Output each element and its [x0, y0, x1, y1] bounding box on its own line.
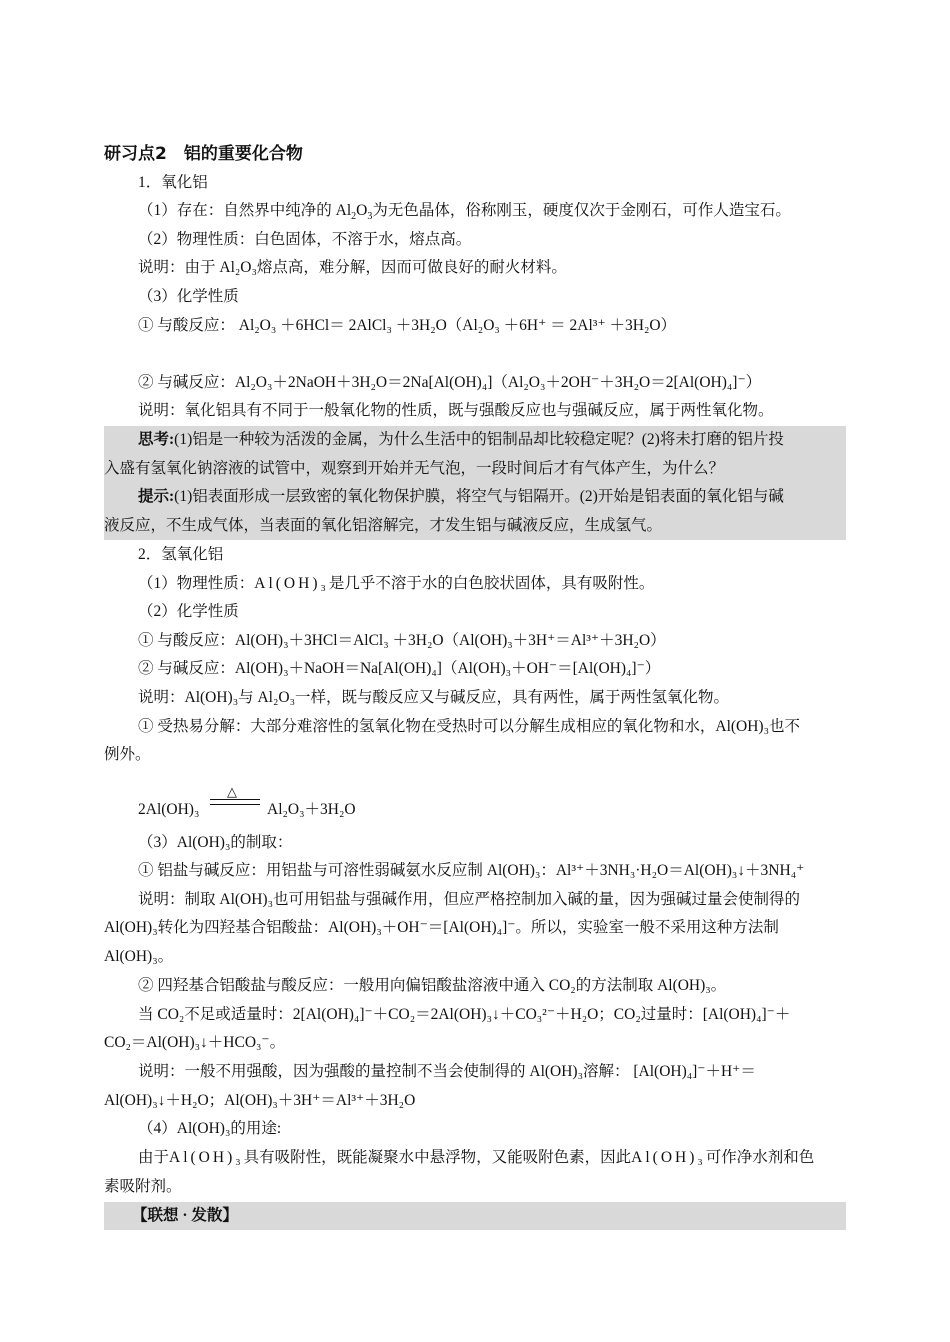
paragraph-note: Al(OH)₃。	[104, 948, 174, 965]
paragraph-physical: （2）物理性质：白色固体，不溶于水，熔点高。	[138, 231, 472, 248]
paragraph-preparation-2: ② 四羟基合铝酸盐与酸反应：一般用向偏铝酸盐溶液中通入 CO₂的方法制取 Al(OH)₃。	[138, 977, 727, 994]
paragraph-note: Al(OH)₃↓＋H₂O；Al(OH)₃＋3H⁺＝Al³⁺＋3H₂O	[104, 1092, 416, 1109]
hint-line: 液反应，不生成气体，当表面的氧化铝溶解完，才发生铝与碱液反应，生成氢气。	[104, 517, 663, 534]
section-heading: 研习点2 铝的重要化合物	[104, 144, 303, 164]
equation-decomposition-right: Al₂O₃＋3H₂O	[267, 801, 356, 818]
paragraph-note: 说明：一般不用强酸，因为强酸的量控制不当会使制得的 Al(OH)₃溶解： [Al(OH)₄]⁻＋H⁺＝	[138, 1063, 756, 1080]
equation-acid: ① 与酸反应：Al(OH)₃＋3HCl＝AlCl₃ ＋3H₂O（Al(OH)₃＋3H⁺＝Al³⁺＋3H₂O）	[138, 632, 666, 649]
paragraph-preparation-1: ① 铝盐与碱反应：用铝盐与可溶性弱碱氨水反应制 Al(OH)₃：Al³⁺＋3NH₃·H₂O＝Al(OH)₃↓＋3NH₄⁺	[138, 862, 805, 879]
equation-co2: CO₂＝Al(OH)₃↓＋HCO₃⁻。	[104, 1034, 286, 1051]
paragraph-chemical: （2）化学性质	[138, 603, 239, 620]
paragraph-uses-text: 素吸附剂。	[104, 1178, 182, 1195]
paragraph-uses-text: 由于Al(OH)₃具有吸附性，既能凝聚水中悬浮物，又能吸附色素，因此Al(OH)₃可作净水剂和色	[138, 1149, 815, 1166]
paragraph-note: 说明：制取 Al(OH)₃也可用铝盐与强碱作用，但应严格控制加入碱的量，因为强碱过量会使制得的	[138, 891, 800, 908]
paragraph-physical: （1）物理性质：Al(OH)₃是几乎不溶于水的白色胶状固体，具有吸附性。	[138, 575, 655, 592]
equation-decomposition-left: 2Al(OH)₃	[138, 801, 200, 818]
paragraph-note: Al(OH)₃转化为四羟基合铝酸盐：Al(OH)₃＋OH⁻＝[Al(OH)₄]⁻。所以，实验室一般不采用这种方法制	[104, 919, 779, 936]
paragraph-preparation: （3）Al(OH)₃的制取：	[138, 834, 293, 851]
equation-base: ② 与碱反应：Al₂O₃＋2NaOH＋3H₂O＝2Na[Al(OH)₄]（Al₂O₃＋2OH⁻＋3H₂O＝2[Al(OH)₄]⁻）	[138, 374, 762, 391]
paragraph-decomposition: ① 受热易分解：大部分难溶性的氢氧化物在受热时可以分解生成相应的氧化物和水，Al(OH)₃也不	[138, 718, 800, 735]
equation-co2: 当 CO₂不足或适量时：2[Al(OH)₄]⁻＋CO₂＝2Al(OH)₃↓＋CO₃²⁻＋H₂O；CO₂过量时：[Al(OH)₄]⁻＋	[138, 1006, 791, 1023]
think-line: 入盛有氢氧化钠溶液的试管中，观察到开始并无气泡，一段时间后才有气体产生，为什么？	[104, 460, 725, 477]
subsection-title-alumina: 1．氧化铝	[138, 174, 208, 191]
hint-line: 提示:(1)铝表面形成一层致密的氧化物保护膜，将空气与铝隔开。(2)开始是铝表面的氧化铝与碱	[138, 488, 784, 505]
think-line: 思考:(1)铝是一种较为活泼的金属，为什么生活中的铝制品却比较稳定呢？(2)将未打磨的铝片投	[138, 431, 784, 448]
paragraph-existence: （1）存在：自然界中纯净的 $Al_2O_3$为无色晶体，俗称刚玉，硬度仅次于金刚石，可作人造宝石。	[138, 202, 791, 223]
heat-condition-sign	[210, 784, 260, 812]
paragraph-uses: （4）Al(OH)₃的用途:	[138, 1120, 282, 1137]
equation-acid: ① 与酸反应： Al₂O₃ ＋6HCl＝ 2AlCl₃ ＋3H₂O（Al₂O₃ ＋6H⁺ ＝ 2Al³⁺ ＋3H₂O）	[138, 317, 677, 334]
paragraph-chemical: （3）化学性质	[138, 288, 239, 305]
footer-bar-label: 【联想 · 发散】	[132, 1207, 238, 1224]
paragraph-decomposition: 例外。	[104, 746, 151, 763]
paragraph-note: 说明：Al(OH)₃与 Al₂O₃一样，既与酸反应又与碱反应，具有两性，属于两性氢氧化物。	[138, 689, 729, 706]
paragraph-note: 说明：由于 Al₂O₃熔点高，难分解，因而可做良好的耐火材料。	[138, 259, 567, 276]
heat-triangle-icon: △	[227, 784, 237, 799]
subsection-title-hydroxide: 2．氢氧化铝	[138, 546, 224, 563]
equation-base: ② 与碱反应：Al(OH)₃＋NaOH＝Na[Al(OH)₄]（Al(OH)₃＋OH⁻＝[Al(OH)₄]⁻）	[138, 660, 661, 677]
paragraph-note: 说明：氧化铝具有不同于一般氧化物的性质，既与强酸反应也与强碱反应，属于两性氧化物。	[138, 402, 774, 419]
